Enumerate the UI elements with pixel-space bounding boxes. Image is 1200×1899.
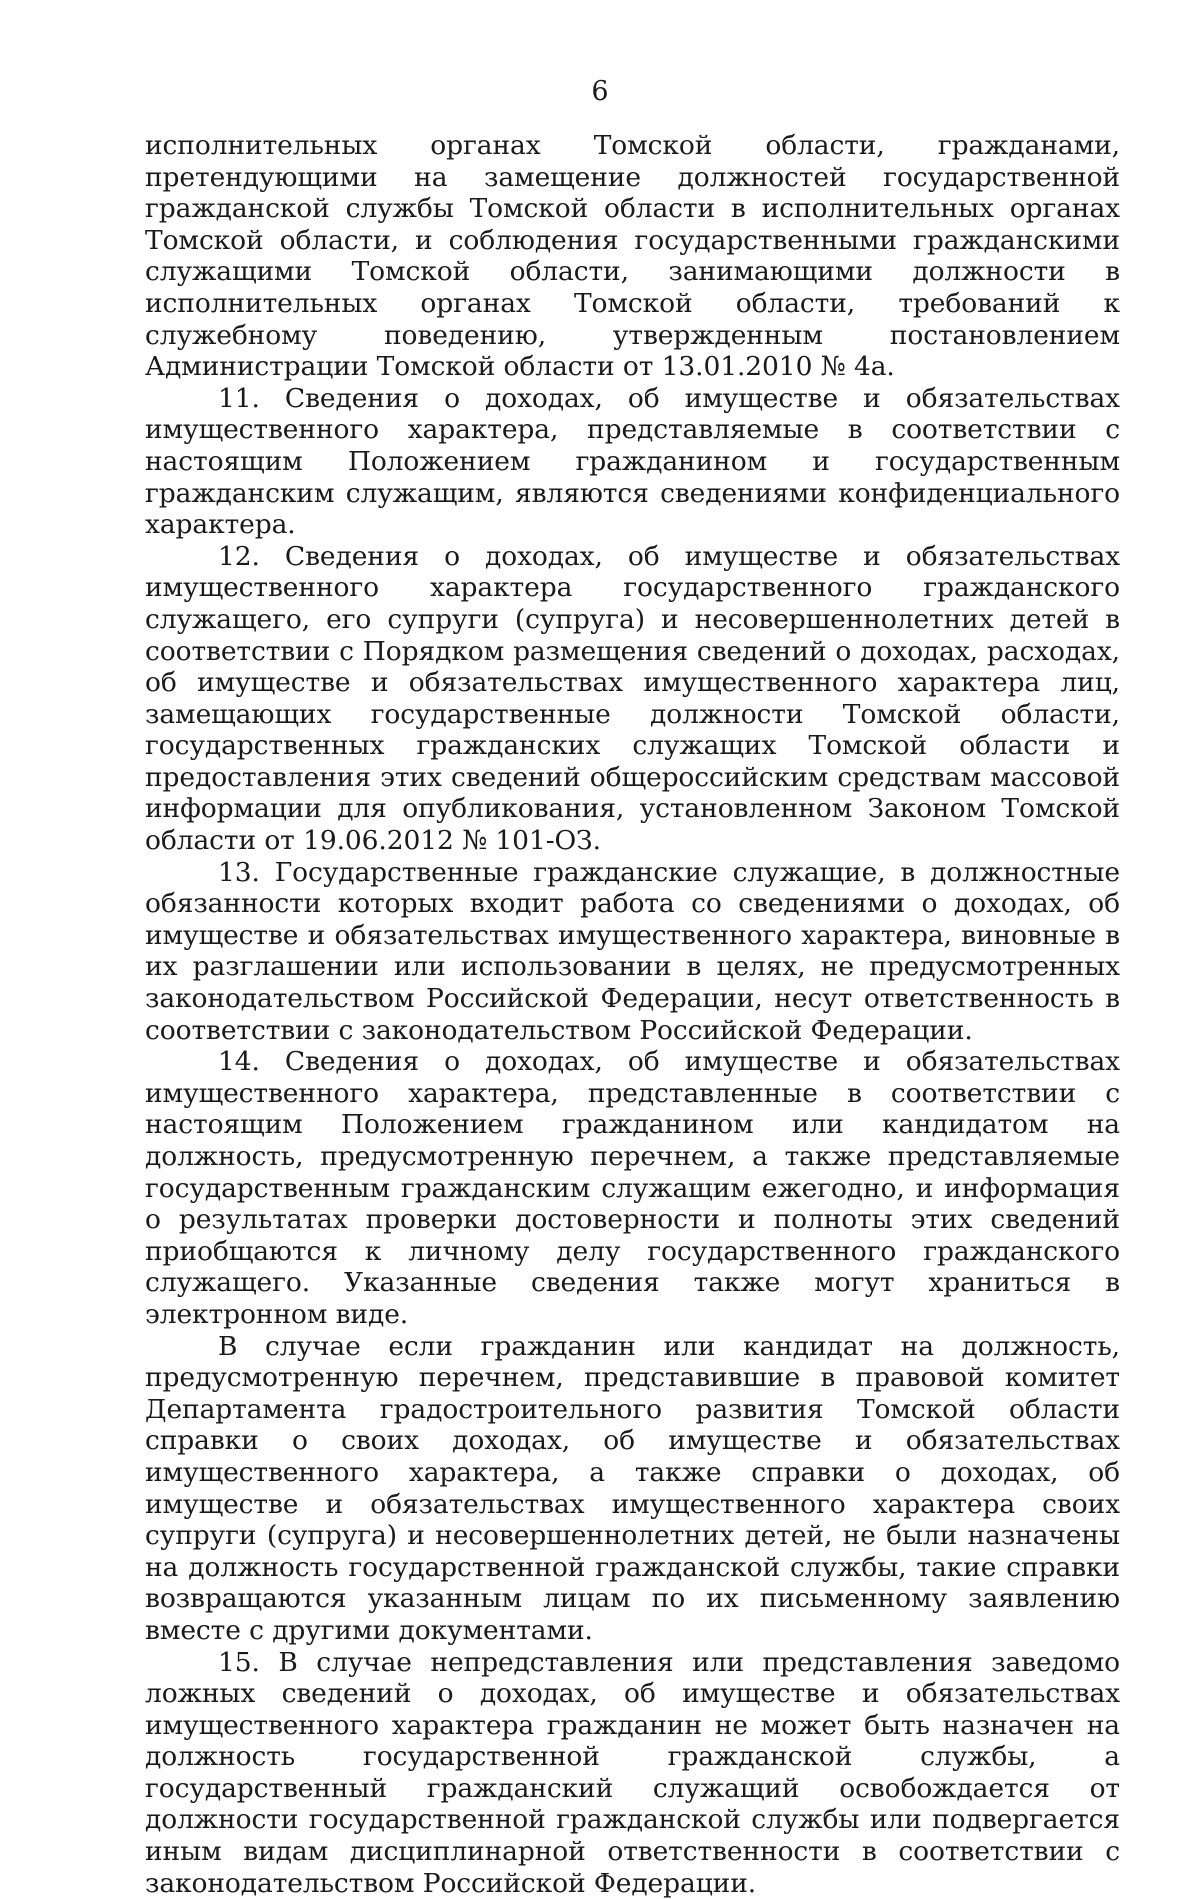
paragraph-15: 15. В случае непредставления или представления заведомо ложных сведений о доходах, об имуществе и обязательствах имущественного характера гражданин не может быть назначен на должность государственной гражданской службы, а государственный гражданский служащий освобождается от должности государственной гражданской службы или подвергается иным видам дисциплинарной ответственности в соответствии с законодательством Российской Федерации. [145, 1647, 1120, 1899]
paragraph-14-continuation: В случае если гражданин или кандидат на должность, предусмотренную перечнем, представившие в правовой комитет Департамента градостроительного развития Томской области справки о своих доходах, об имуществе и обязательствах имущественного характера, а также справки о доходах, об имуществе и обязательствах имущественного характера своих супруги (супруга) и несовершеннолетних детей, не были назначены на должность государственной гражданской службы, такие справки возвращаются указанным лицам по их письменному заявлению вместе с другими документами. [145, 1331, 1120, 1647]
paragraph-11: 11. Сведения о доходах, об имуществе и обязательствах имущественного характера, представляемые в соответствии с настоящим Положением гражданином и государственным гражданским служащим, являются сведениями конфиденциального характера. [145, 383, 1120, 541]
paragraph-14: 14. Сведения о доходах, об имуществе и обязательствах имущественного характера, представленные в соответствии с настоящим Положением гражданином или кандидатом на должность, предусмотренную перечнем, а также представляемые государственным гражданским служащим ежегодно, и информация о результатах проверки достоверности и полноты этих сведений приобщаются к личному делу государственного гражданского служащего. Указанные сведения также могут храниться в электронном виде. [145, 1046, 1120, 1330]
page-number: 6 [0, 76, 1200, 108]
document-body [145, 130, 1120, 1899]
paragraph-continuation: исполнительных органах Томской области, гражданами, претендующими на замещение должностей государственной гражданской службы Томской области в исполнительных органах Томской области, и соблюдения государственными гражданскими служащими Томской области, занимающими должности в исполнительных органах Томской области, требований к служебному поведению, утвержденным постановлением Администрации Томской области от 13.01.2010 № 4а. [145, 130, 1120, 383]
paragraph-12: 12. Сведения о доходах, об имуществе и обязательствах имущественного характера государственного гражданского служащего, его супруги (супруга) и несовершеннолетних детей в соответствии с Порядком размещения сведений о доходах, расходах, об имуществе и обязательствах имущественного характера лиц, замещающих государственные должности Томской области, государственных гражданских служащих Томской области и предоставления этих сведений общероссийским средствам массовой информации для опубликования, установленном Законом Томской области от 19.06.2012 № 101-ОЗ. [145, 541, 1120, 857]
paragraph-13: 13. Государственные гражданские служащие, в должностные обязанности которых входит работа со сведениями о доходах, об имуществе и обязательствах имущественного характера, виновные в их разглашении или использовании в целях, не предусмотренных законодательством Российской Федерации, несут ответственность в соответствии с законодательством Российской Федерации. [145, 857, 1120, 1047]
